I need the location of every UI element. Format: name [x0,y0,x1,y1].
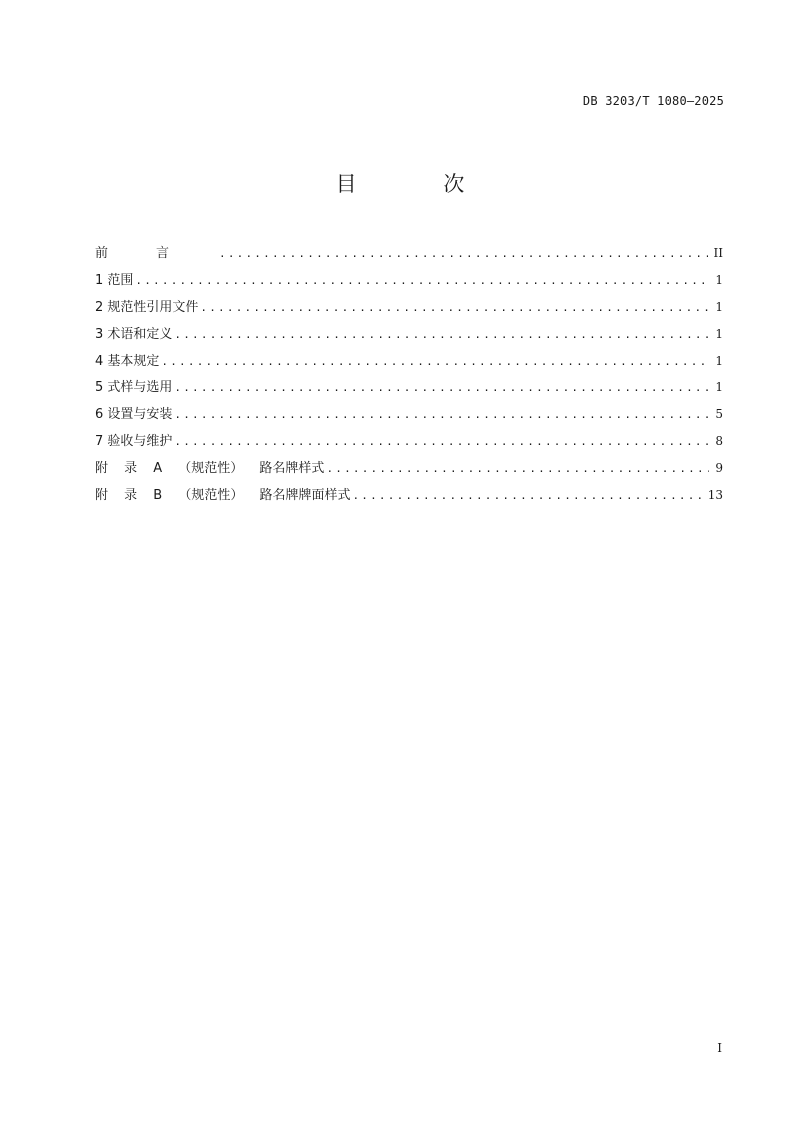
toc-entry-label: 1 范围 [95,272,134,288]
toc-entry-page: 5 [715,407,723,422]
toc-entry-page: 1 [715,272,723,287]
toc-entry-styles-selection[interactable] [95,376,723,403]
toc-entry-page: 1 [715,380,723,395]
toc-entry-page: 1 [715,326,723,341]
toc-leader-dots [174,381,709,394]
toc-leader-dots [352,489,701,502]
toc-leader-dots [326,462,709,475]
toc-entry-normative-references[interactable] [95,296,723,323]
toc-leader-dots [135,274,709,287]
page-number: I [717,1041,722,1055]
table-of-contents [95,242,723,511]
toc-entry-scope[interactable] [95,269,723,296]
toc-entry-foreword[interactable] [95,242,723,269]
toc-entry-acceptance-maintenance[interactable] [95,430,723,457]
toc-leader-dots [174,408,709,421]
toc-entry-page: 1 [715,353,723,368]
toc-leader-dots [219,247,708,260]
toc-entry-label: 6 设置与安装 [95,407,173,423]
page-title: 目 次 [335,172,505,196]
toc-entry-page: II [713,246,723,260]
toc-entry-terms-definitions[interactable] [95,323,723,350]
toc-entry-page: 13 [707,488,723,503]
toc-entry-page: 8 [715,434,723,449]
toc-entry-label: 4 基本规定 [95,353,160,369]
toc-entry-page: 1 [715,299,723,314]
toc-entry-setup-installation[interactable] [95,403,723,430]
toc-entry-annex-a[interactable] [95,457,723,484]
toc-entry-page: 9 [715,461,723,476]
toc-entry-label: 7 验收与维护 [95,434,173,450]
document-code: DB 3203/T 1080—2025 [582,94,724,108]
toc-leader-dots [200,301,709,314]
toc-entry-label: 附 录 A （规范性） 路名牌样式 [95,461,325,477]
toc-entry-label: 附 录 B （规范性） 路名牌牌面样式 [95,488,351,504]
toc-entry-basic-provisions[interactable] [95,350,723,377]
toc-leader-dots [161,355,709,368]
toc-entry-label: 5 式样与选用 [95,380,173,396]
toc-entry-annex-b[interactable] [95,484,723,511]
toc-entry-label: 前言 [95,246,218,261]
toc-leader-dots [174,435,709,448]
toc-leader-dots [174,328,709,341]
toc-entry-label: 2 规范性引用文件 [95,299,199,315]
toc-entry-label: 3 术语和定义 [95,326,173,342]
